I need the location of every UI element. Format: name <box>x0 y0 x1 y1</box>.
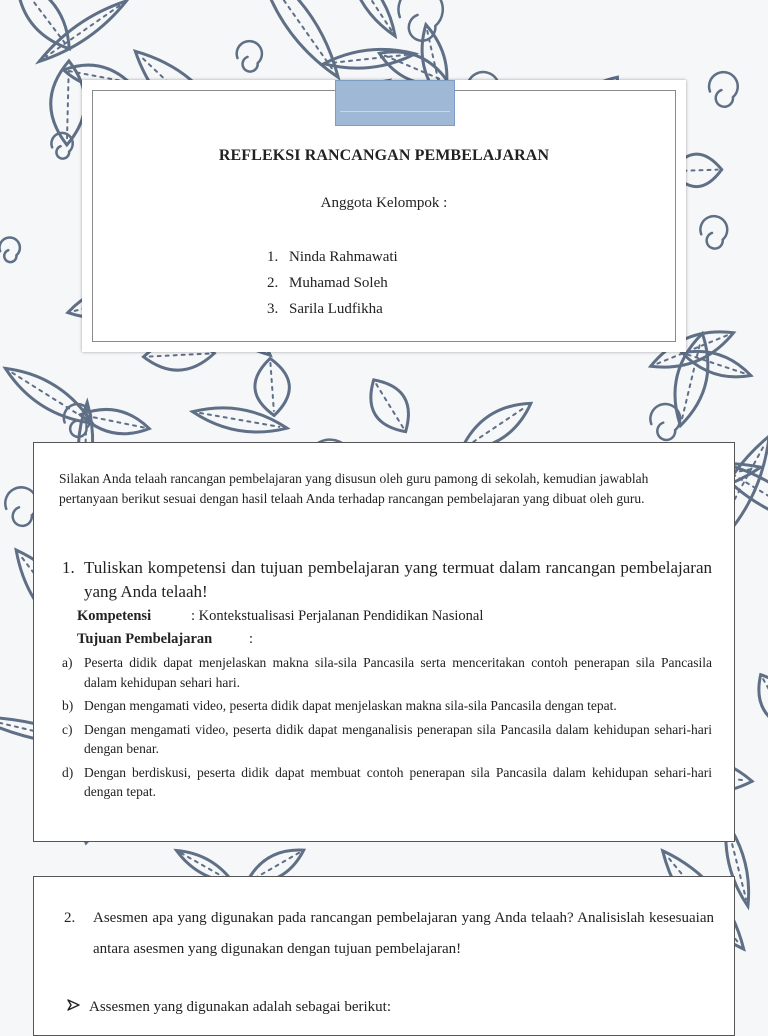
member-list <box>267 244 398 322</box>
competency-label: Kompetensi <box>77 608 152 624</box>
list-item: c) Dengan mengamati video, peserta didik dapat menganalisis penerapan sila Pancasila dalam kehidupan sehari-hari dengan benar. <box>62 721 712 756</box>
learning-goals-row <box>77 631 253 648</box>
learning-goals-colon: : <box>249 631 254 647</box>
group-members-heading: Anggota Kelompok : <box>320 195 448 211</box>
member-name: Sarila Ludfikha <box>289 301 383 317</box>
title-slide <box>82 80 686 352</box>
list-item: 1. Ninda Rahmawati <box>267 249 398 265</box>
instructions-text: Silakan Anda telaah rancangan pembelajaran yang disusun oleh guru pamong di sekolah, kemudian jawablah pertanyaan berikut sesuai dengan hasil telaah Anda terhadap rancangan pembelajaran yang dibuat oleh guru. <box>59 471 649 506</box>
question-text: Asesmen apa yang digunakan pada rancangan pembelajaran yang Anda telaah? Analisislah kesesuaian antara asesmen yang digunakan dengan tujuan pembelajaran! <box>93 910 714 957</box>
slide-accent-tab <box>335 80 455 126</box>
page-title: REFLEKSI RANCANGAN PEMBELAJARAN <box>218 147 550 164</box>
list-item: d) Dengan berdiskusi, peserta didik dapat membuat contoh penerapan sila Pancasila dalam kehidupan sehari-hari dengan tepat. <box>62 764 712 799</box>
question-number: 2. <box>64 910 76 926</box>
question-1 <box>62 556 712 604</box>
question-number: 1. <box>62 558 75 577</box>
list-item: b) Dengan mengamati video, peserta didik dapat menjelaskan makna sila-sila Pancasila dengan tepat. <box>62 698 617 713</box>
learning-goals-label: Tujuan Pembelajaran <box>77 631 213 647</box>
list-item: a) Peserta didik dapat menjelaskan makna sila-sila Pancasila serta menceritakan contoh penerapan sila Pancasila dalam kehidupan sehari hari. <box>62 655 712 690</box>
title-slide-frame <box>92 90 676 342</box>
competency-row <box>77 608 483 625</box>
learning-goals-list <box>62 653 712 806</box>
member-name: Ninda Rahmawati <box>289 249 398 265</box>
list-item: 2. Muhamad Soleh <box>267 275 388 291</box>
member-name: Muhamad Soleh <box>289 275 388 291</box>
arrow-bullet-icon <box>67 999 89 1016</box>
assessment-bullet <box>67 999 391 1016</box>
question-text: Tuliskan kompetensi dan tujuan pembelajaran yang termuat dalam rancangan pembelajaran yang Anda telaah! <box>84 558 712 601</box>
competency-value: : Kontekstualisasi Perjalanan Pendidikan Nasional <box>191 608 484 624</box>
question-1-slide <box>33 442 735 842</box>
question-2 <box>64 903 714 965</box>
list-item: 3. Sarila Ludfikha <box>267 301 383 317</box>
assessment-bullet-text: Assesmen yang digunakan adalah sebagai berikut: <box>89 999 391 1015</box>
question-2-slide <box>33 876 735 1036</box>
